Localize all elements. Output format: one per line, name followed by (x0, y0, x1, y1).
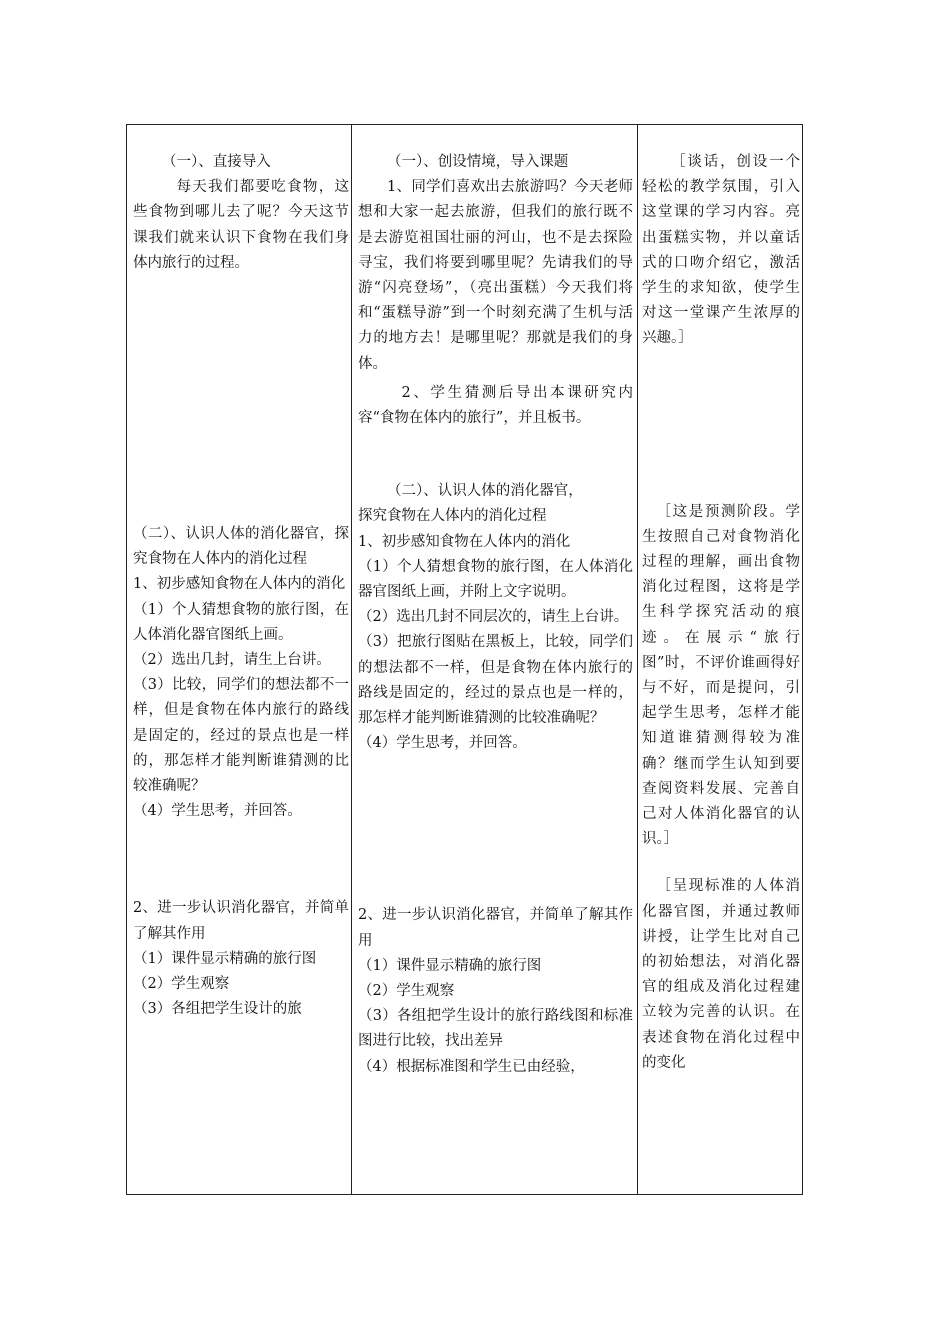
step-2-item-3: （3）各组把学生设计的旅行路线图和标准图进行比较，找出差异 (358, 1008, 633, 1050)
step-1-item-4: （4）学生思考，并回答。 (358, 735, 527, 752)
section-1-title: （一）、直接导入 (162, 154, 271, 170)
step-1-item-1: （1）个人猜想食物的旅行图，在人体消化器官图纸上画。 (133, 601, 349, 643)
section-2-title: （二）、认识人体的消化器官， (387, 483, 583, 500)
section-1-body: 每天我们都要吃食物，这些食物到哪儿去了呢？今天这节课我们就来认识下食物在我们身体内旅行的过程。 (133, 179, 349, 271)
design-notes-column (642, 125, 800, 1194)
activity-column (358, 125, 633, 1194)
section-1-paragraph-2: 2、学生猜测后导出本课研究内容“食物在体内的旅行”，并且板书。 (358, 384, 633, 427)
step-1-item-4: （4）学生思考，并回答。 (133, 803, 302, 820)
step-2-item-2: （2）学生观察 (133, 976, 230, 993)
section-1-title: （一）、创设情境，导入课题 (387, 154, 569, 170)
column-divider-1 (351, 125, 352, 1194)
note-1: ［谈话，创设一个轻松的教学氛围，引入这堂课的学习内容。亮出蛋糕实物，并以童话式的口吻介绍它，激活学生的求知欲，使学生对这一堂课产生浓厚的兴趣。］ (642, 154, 800, 347)
step-2-item-4: （4）根据标准图和学生已由经验， (358, 1058, 585, 1075)
step-1-item-2: （2）选出几封不同层次的，请生上台讲。 (358, 609, 629, 626)
step-2-item-1: （1）课件显示精确的旅行图 (133, 950, 317, 967)
step-1-item-2: （2）选出几封，请生上台讲。 (133, 652, 331, 669)
step-1-item-1: （1）个人猜想食物的旅行图，在人体消化器官图纸上画，并附上文字说明。 (358, 558, 633, 601)
lesson-plan-table (126, 124, 803, 1195)
column-divider-2 (637, 125, 638, 1194)
step-2-title: 2、进一步认识消化器官，并简单了解其作用 (133, 900, 349, 942)
step-1-item-3: （3）比较，同学们的想法都不一样，但是食物在体内旅行的路线是固定的，经过的景点也是一样的，那怎样才能判断谁猜测的比较准确呢？ (133, 677, 349, 795)
step-1-title: 1、初步感知食物在人体内的消化 (358, 533, 571, 550)
section-1-paragraph-1: 1、同学们喜欢出去旅游吗？今天老师想和大家一起去旅游，但我们的旅行既不是去游览祖国壮丽的河山，也不是去探险寻宝，我们将要到哪里呢？先请我们的导游“闪亮登场”，（亮出蛋糕）今天我们将和“蛋糕导游”到一个时刻充满了生机与活力的地方去！是哪里呢？那就是我们的身体。 (358, 179, 633, 372)
section-2-title-line-2: 探究食物在人体内的消化过程 (358, 508, 547, 525)
section-2-title: （二）、认识人体的消化器官，探究食物在人体内的消化过程 (133, 526, 349, 568)
step-2-item-3: （3）各组把学生设计的旅 (133, 1001, 302, 1018)
note-2: ［这是预测阶段。学生按照自己对食物消化过程的理解，画出食物消化过程图，这将是学生科学探究活动的痕迹。在展示“旅行图”时，不评价谁画得好与不好，而是提问，引起学生思考，怎样才能知道谁猜测得较为准确？继而学生认知到要查阅资料发展、完善自己对人体消化器官的认识。］ (642, 503, 800, 848)
step-2-item-1: （1）课件显示精确的旅行图 (358, 957, 542, 974)
step-1-title: 1、初步感知食物在人体内的消化 (133, 576, 346, 593)
note-3: ［呈现标准的人体消化器官图，并通过教师讲授，让学生比对自己的初始想法，对消化器官的组成及消化过程建立较为完善的认识。在表述食物在消化过程中的变化 (642, 878, 800, 1071)
step-2-item-2: （2）学生观察 (358, 983, 455, 1000)
step-1-item-3: （3）把旅行图贴在黑板上，比较，同学们的想法都不一样，但是食物在体内旅行的路线是固定的，经过的景点也是一样的，那怎样才能判断谁猜测的比较准确呢？ (358, 634, 633, 727)
step-2-title: 2、进一步认识消化器官，并简单了解其作用 (358, 907, 633, 949)
teaching-content-column (133, 125, 349, 1194)
